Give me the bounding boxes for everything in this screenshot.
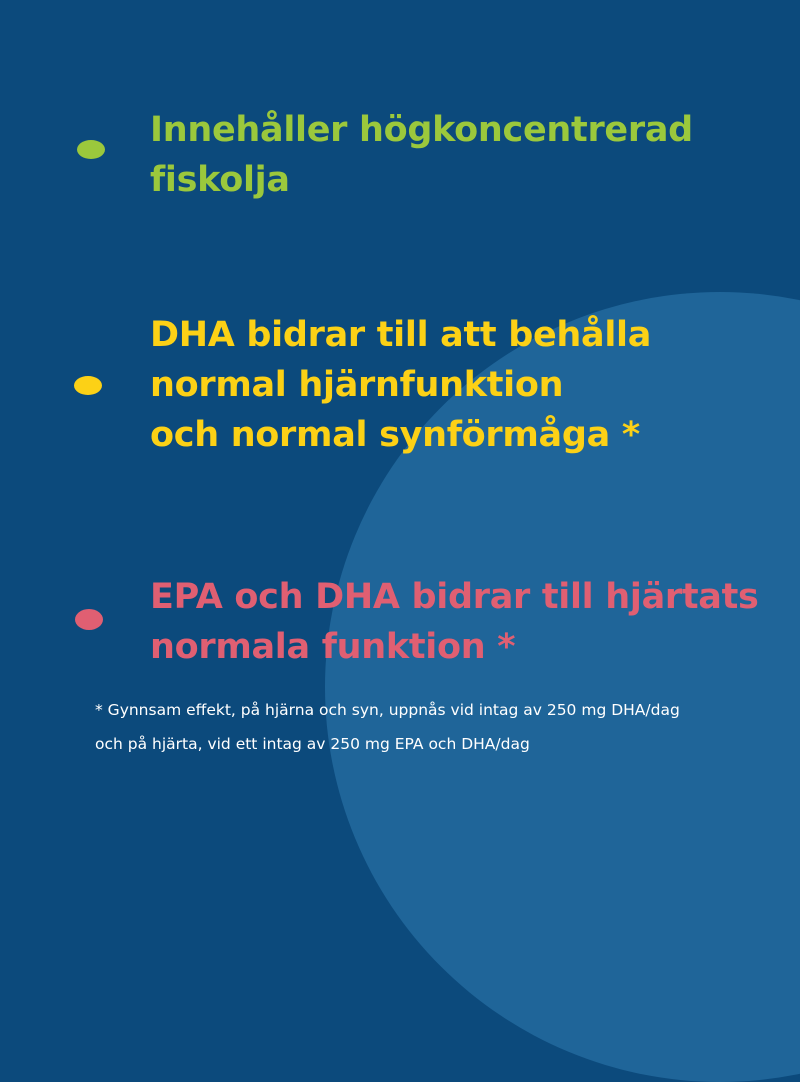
claim-dha-brain-vision: DHA bidrar till att behålla normal hjärnfunktion och normal synförmåga *	[150, 315, 652, 455]
claim-epa-dha-heart: EPA och DHA bidrar till hjärtats normala funktion *	[150, 577, 759, 667]
green-bullet-icon	[77, 140, 105, 159]
pink-bullet-icon	[75, 609, 103, 630]
footnote: * Gynnsam effekt, på hjärna och syn, uppnås vid intag av 250 mg DHA/dag och på hjärta, vid ett intag av 250 mg EPA och DHA/dag	[95, 701, 680, 753]
claim-fish-oil: Innehåller högkoncentrerad fiskolja	[150, 110, 693, 200]
yellow-bullet-icon	[74, 376, 102, 395]
